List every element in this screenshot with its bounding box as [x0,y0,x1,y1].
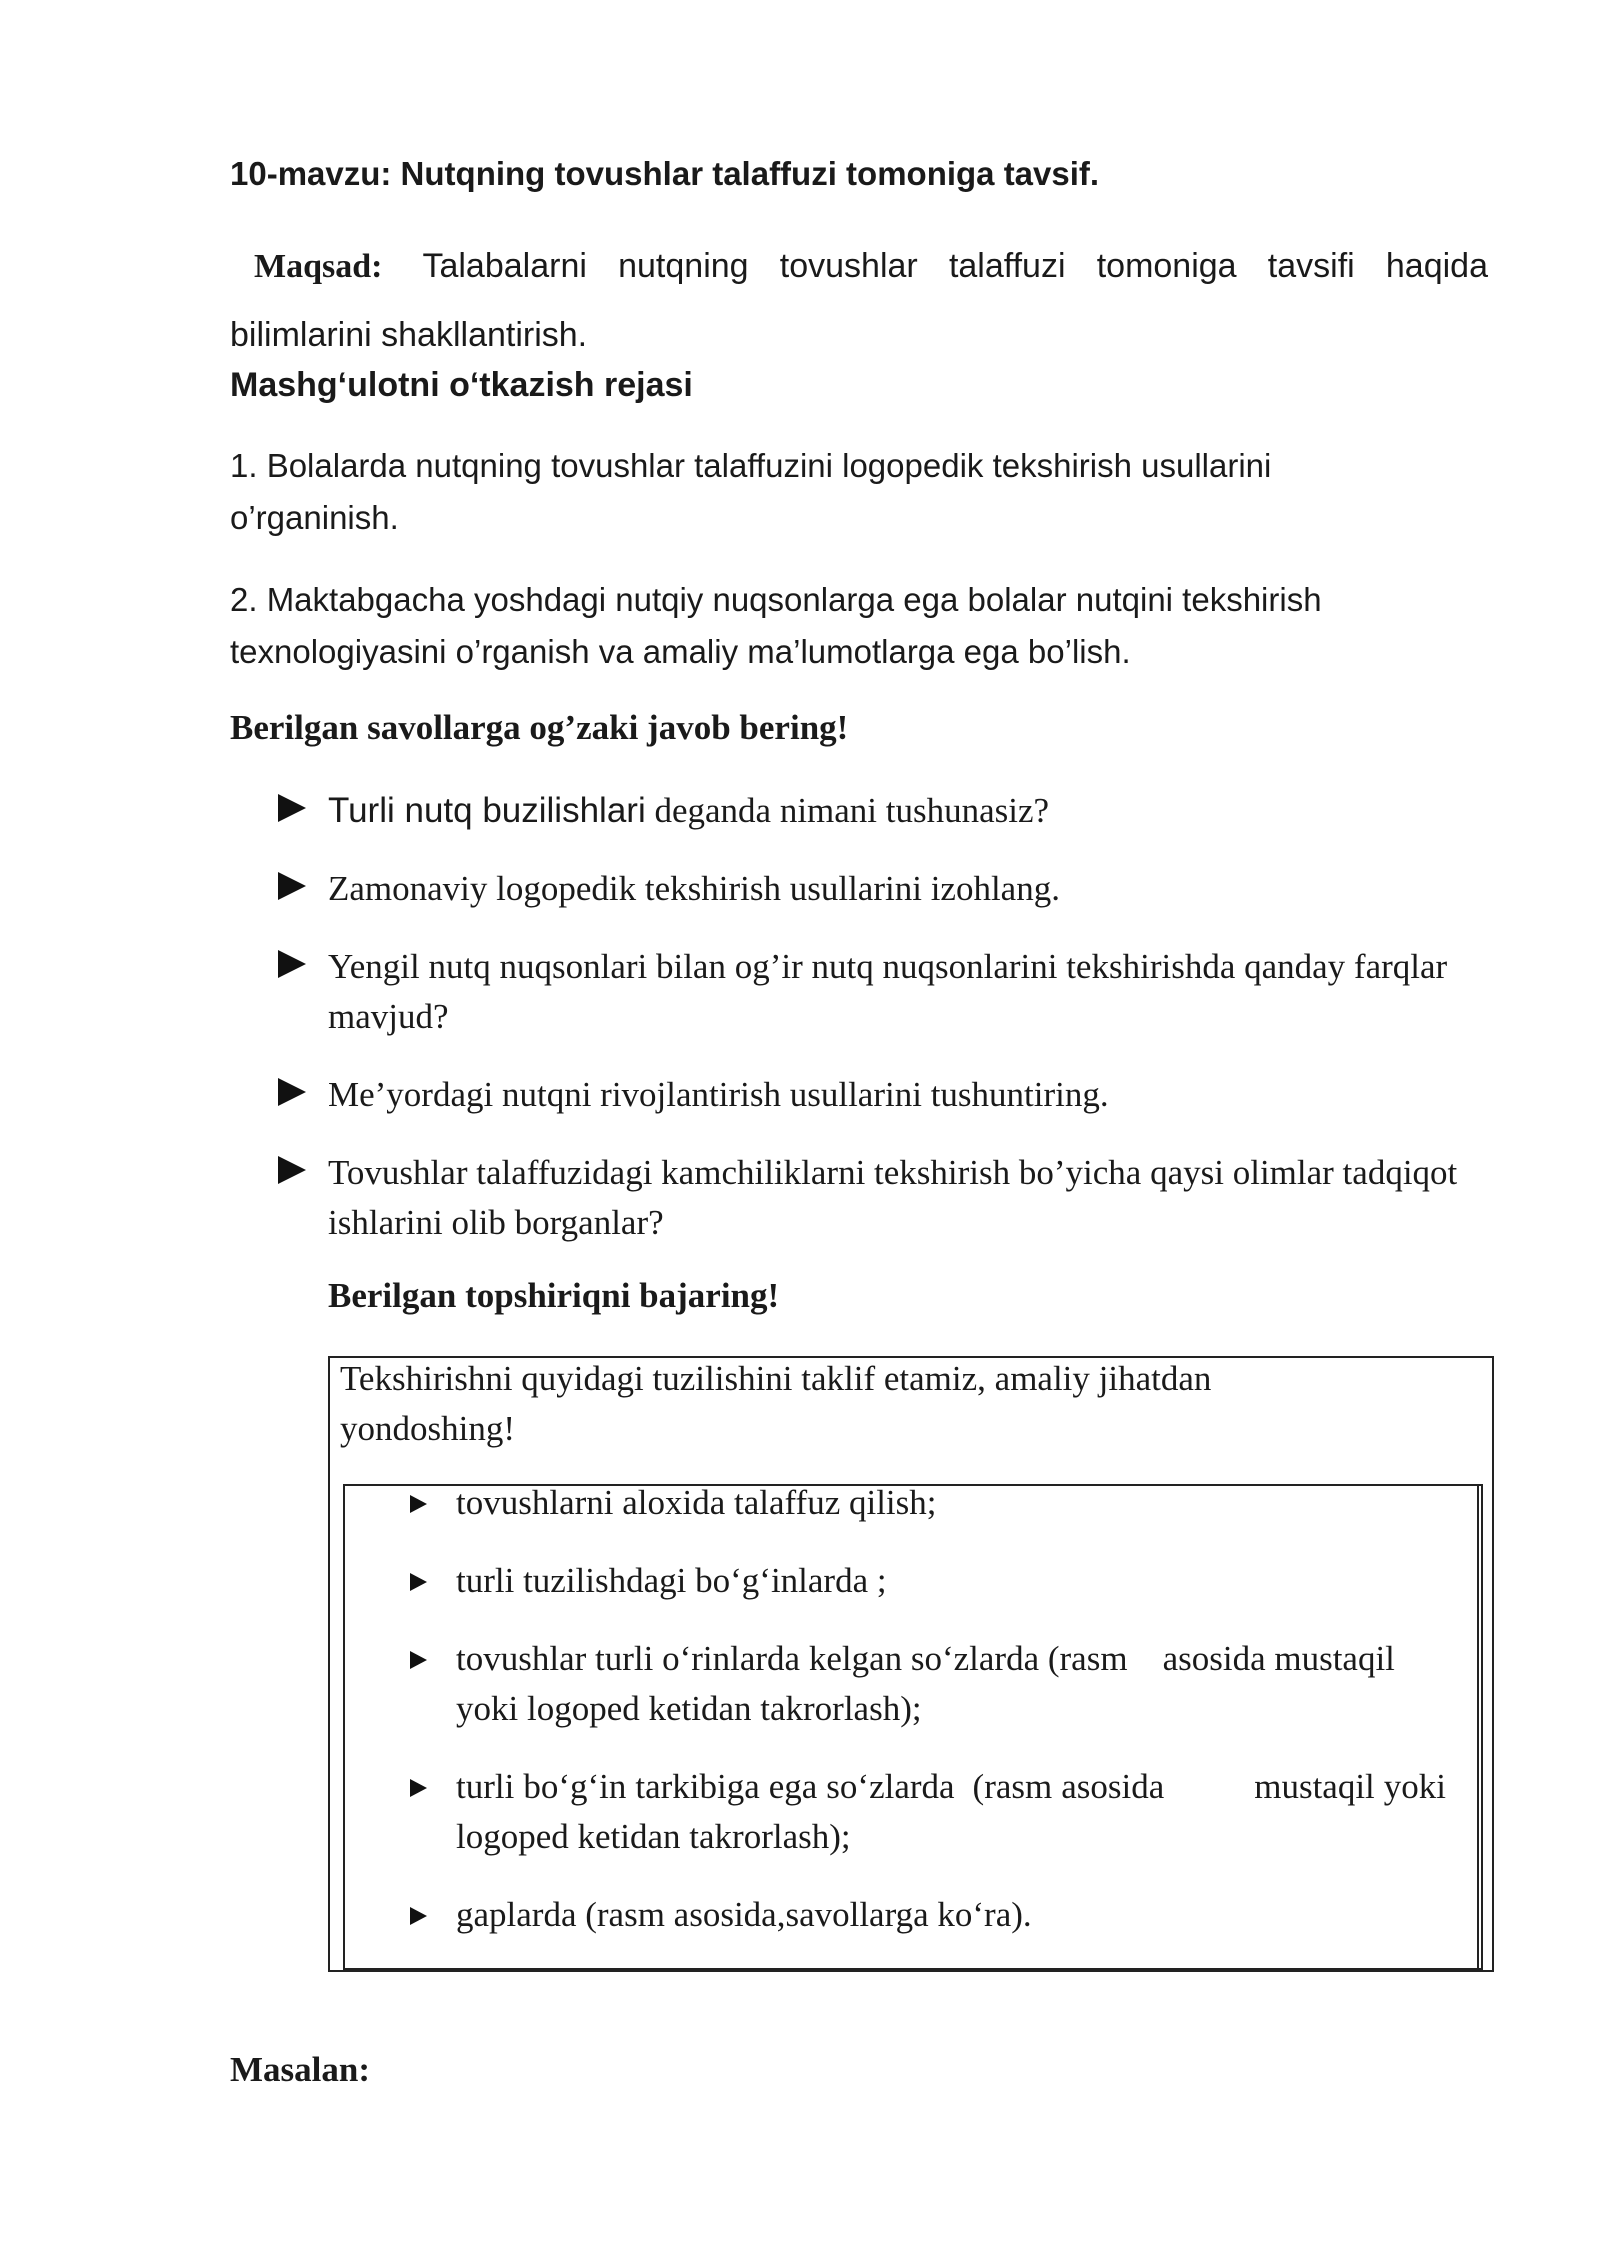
arrow-bullet-icon [278,872,306,900]
arrow-bullet-icon [410,1495,427,1513]
question-text: Tovushlar talaffuzidagi kamchiliklarni tekshirish bo’yicha qaysi olimlar tadqiqot ishlarini olib borganlar? [328,1153,1458,1242]
question-rest: deganda nimani tushunasiz? [645,791,1050,830]
task-item-text: tovushlar turli o‘rinlarda kelgan so‘zlarda (rasm asosida mustaqil yoki logoped ketidan takrorlash); [456,1639,1404,1728]
arrow-bullet-icon [410,1779,427,1797]
arrow-bullet-icon [278,1156,306,1184]
example-heading: Masalan: [230,2050,370,2089]
task-item-text: gaplarda (rasm asosida,savollarga ko‘ra). [456,1895,1032,1934]
goal-label: Maqsad: [254,248,383,285]
goal-text: Talabalarni nutqning tovushlar talaffuzi tomoniga tavsifi haqida bilimlarini shakllantirish. [230,247,1488,354]
arrow-bullet-icon [278,794,306,822]
task-heading: Berilgan topshiriqni bajaring! [328,1276,780,1315]
arrow-bullet-icon [410,1651,427,1669]
plan-item: 1. Bolalarda nutqning tovushlar talaffuzini logopedik tekshirish usullarini o’rganinish. [230,447,1272,536]
questions-heading: Berilgan savollarga og’zaki javob bering! [230,708,849,747]
question-text: Zamonaviy logopedik tekshirish usullarini izohlang. [328,869,1060,908]
question-text: Yengil nutq nuqsonlari bilan og’ir nutq nuqsonlarini tekshirishda qanday farqlar mavjud? [328,947,1448,1036]
page-title: 10-mavzu: Nutqning tovushlar talaffuzi tomoniga tavsif. [230,155,1100,192]
question-text [328,786,1468,836]
plan-item-text: 2. Maktabgacha yoshdagi nutqiy nuqsonlarga ega bolalar nutqini tekshirish texnologiyasini o’rganish va amaliy ma’lumotlarga ega bo’lish. [230,581,1322,670]
arrow-bullet-icon [410,1907,427,1925]
task-item-text: tovushlarni aloxida talaffuz qilish; [456,1483,937,1522]
goal-paragraph [230,232,1488,370]
plan-item [230,574,1430,678]
arrow-bullet-icon [278,950,306,978]
arrow-bullet-icon [278,1078,306,1106]
arrow-bullet-icon [410,1573,427,1591]
box-divider-line [1477,1484,1479,1970]
plan-heading: Mashg‘ulotni o‘tkazish rejasi [230,366,693,404]
task-item-text: turli bo‘g‘in tarkibiga ega so‘zlarda (rasm asosida mustaqil yoki logoped ketidan takrorlash); [456,1767,1455,1856]
question-lead: Turli nutq buzilishlari [328,791,646,830]
task-intro: Tekshirishni quyidagi tuzilishini taklif etamiz, amaliy jihatdan yondoshing! [340,1359,1212,1448]
question-text: Me’yordagi nutqni rivojlantirish usullarini tushuntiring. [328,1075,1109,1114]
task-item-text: turli tuzilishdagi bo‘g‘inlarda ; [456,1561,887,1600]
